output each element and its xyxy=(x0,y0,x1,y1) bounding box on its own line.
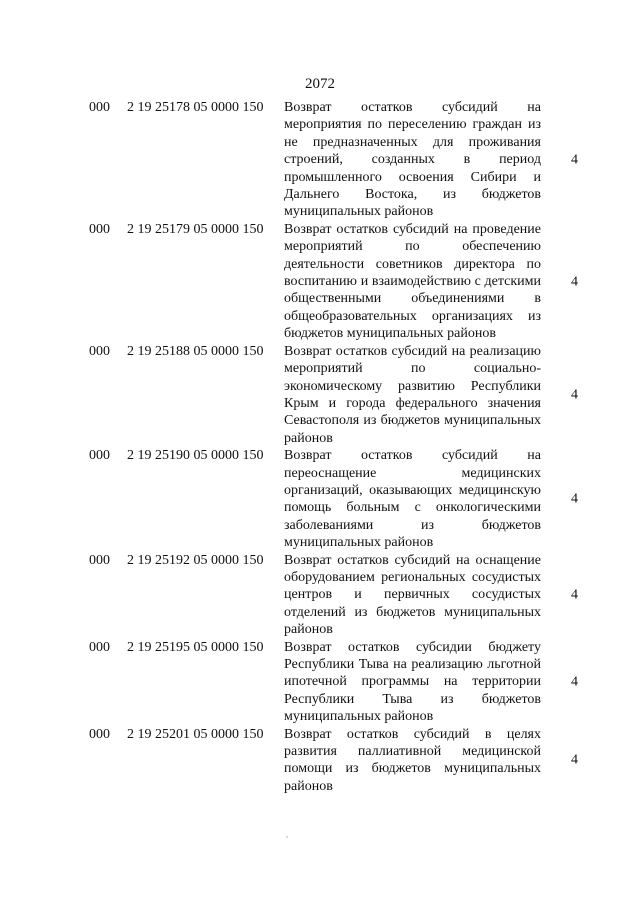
admin-code: 000 xyxy=(89,639,110,655)
admin-code: 000 xyxy=(89,100,110,115)
row-description: Возврат остатков субсидий в целях развития паллиативной медицинской помощи из бюджетов муниципальных районов xyxy=(284,726,541,794)
kbk-code: 2 19 25192 05 0000 150 xyxy=(127,552,264,568)
type-code: 4 xyxy=(571,587,578,603)
admin-code: 000 xyxy=(89,448,110,464)
kbk-code: 2 19 25201 05 0000 150 xyxy=(127,726,264,742)
table-row xyxy=(0,447,640,551)
admin-code: 000 xyxy=(89,726,110,742)
type-code: 4 xyxy=(571,752,578,768)
row-description: Возврат остатков субсидии бюджету Республики Тыва на реализацию льготной ипотечной программы на территории Республики Тыва из бюджетов муниципальных районов xyxy=(284,639,541,725)
row-description: Возврат остатков субсидий на реализацию мероприятий по социально-экономическому развитию Республики Крым и города федерального значения Севастополя из бюджетов муниципальных районов xyxy=(284,343,541,446)
type-code: 4 xyxy=(571,674,578,690)
kbk-code: 2 19 25188 05 0000 150 xyxy=(127,343,264,359)
table-row xyxy=(0,639,640,726)
page-number: 2072 xyxy=(305,76,335,92)
row-description: Возврат остатков субсидий на оснащение оборудованием региональных сосудистых центров и первичных сосудистых отделений из бюджетов муниципальных районов xyxy=(284,552,541,638)
kbk-code: 2 19 25179 05 0000 150 xyxy=(127,221,264,237)
table-row xyxy=(0,99,640,221)
kbk-code: 2 19 25190 05 0000 150 xyxy=(127,448,264,464)
row-description: Возврат остатков субсидий на мероприятия по переселению граждан из не предназначенных для проживания строений, созданных в период промышленного освоения Сибири и Дальнего Востока, из бюджетов муниципальных районов xyxy=(284,100,541,220)
scan-speck xyxy=(286,836,288,838)
type-code: 4 xyxy=(571,387,578,403)
kbk-code: 2 19 25178 05 0000 150 xyxy=(127,100,264,115)
type-code: 4 xyxy=(571,274,578,290)
row-description: Возврат остатков субсидий на переоснащение медицинских организаций, оказывающих медицинскую помощь больным с онкологическими заболеваниями из бюджетов муниципальных районов xyxy=(284,448,541,551)
type-code: 4 xyxy=(571,152,578,168)
table-row xyxy=(0,343,640,447)
table-row xyxy=(0,221,640,343)
admin-code: 000 xyxy=(89,343,110,359)
admin-code: 000 xyxy=(89,552,110,568)
type-code: 4 xyxy=(571,491,578,507)
table-row xyxy=(0,726,640,796)
row-description: Возврат остатков субсидий на проведение мероприятий по обеспечению деятельности советников директора по воспитанию и взаимодействию с детскими общественными объединениями в общеобразовательных организациях из бюджетов муниципальных районов xyxy=(284,221,541,342)
table-row xyxy=(0,552,640,639)
budget-code-table xyxy=(0,99,640,795)
kbk-code: 2 19 25195 05 0000 150 xyxy=(127,639,264,655)
admin-code: 000 xyxy=(89,221,110,237)
